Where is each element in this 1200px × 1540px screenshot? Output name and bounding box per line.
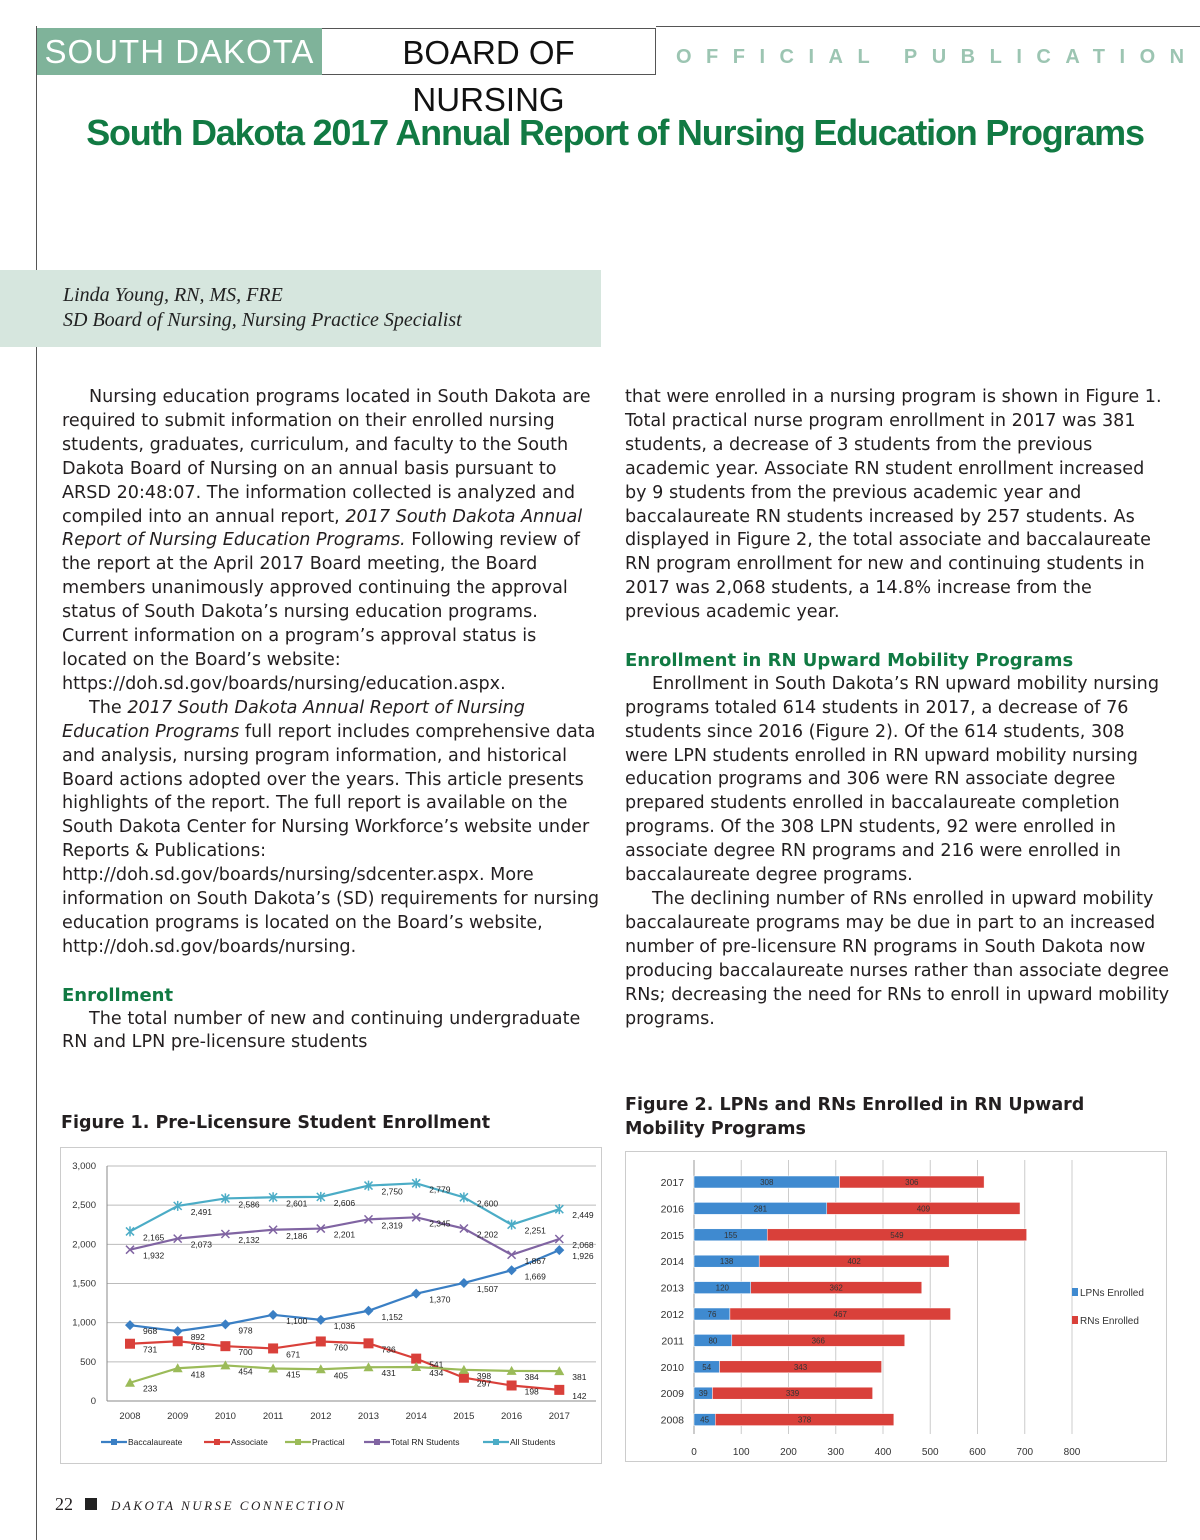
y-tick-label: 2009	[660, 1388, 684, 1401]
legend-label: Total RN Students	[391, 1437, 460, 1447]
x-tick-label: 0	[691, 1447, 697, 1458]
figure1-chart	[60, 1147, 602, 1464]
y-tick-label: 500	[80, 1356, 96, 1368]
legend-marker	[214, 1439, 220, 1445]
data-point	[220, 1319, 230, 1329]
data-point	[459, 1373, 469, 1383]
data-label: 2,319	[381, 1220, 403, 1231]
x-tick-label: 2012	[310, 1411, 332, 1422]
bar-value-label: 343	[793, 1362, 808, 1372]
data-label: 2,606	[333, 1197, 356, 1208]
data-point	[507, 1265, 517, 1275]
legend-marker	[493, 1439, 499, 1445]
data-point	[220, 1341, 230, 1351]
y-tick-label: 2016	[660, 1203, 684, 1216]
y-tick-label: 2012	[660, 1309, 684, 1321]
text-run: Enrollment in South Dakota’s RN upward mobility nursing programs totaled 614 students in 2017, a decrease of 76 students since 2016 (Figure 2). Of the 614 students, 308 were LPN students enrolled in RN upward mobility nursing education programs and 306 were RN associate degree prepared students enrolled in baccalaureate completion programs. Of the 308 LPN students, 92 were enrolled in associate degree RN programs and 216 were enrolled in baccalaureate degree programs.	[625, 673, 1159, 886]
bar-value-label: 306	[905, 1178, 919, 1187]
y-tick-label: 2015	[660, 1229, 684, 1242]
data-label: 381	[572, 1372, 587, 1383]
bar-value-label: 80	[708, 1336, 718, 1346]
masthead-official-publication: OFFICIAL PUBLICATION	[676, 46, 1199, 68]
data-point	[125, 1339, 135, 1349]
data-label: 1,036	[333, 1320, 356, 1331]
y-tick-label: 3,000	[72, 1161, 96, 1172]
legend-label: Practical	[312, 1437, 345, 1447]
data-label: 454	[238, 1366, 253, 1377]
legend-label: RNs Enrolled	[1080, 1316, 1139, 1327]
article-title: South Dakota 2017 Annual Report of Nursing Education Programs	[86, 112, 1144, 153]
bar-value-label: 409	[916, 1204, 931, 1214]
data-label: 418	[190, 1369, 205, 1380]
y-tick-label: 2,000	[72, 1239, 96, 1251]
data-label: 760	[333, 1342, 348, 1353]
data-label: 541	[429, 1359, 444, 1370]
bar-value-label: 402	[847, 1257, 861, 1267]
bar-value-label: 120	[715, 1283, 730, 1293]
data-label: 2,165	[143, 1232, 165, 1243]
data-label: 398	[476, 1370, 492, 1381]
bar-value-label: 467	[833, 1310, 847, 1319]
author-box	[0, 270, 601, 347]
data-label: 2,132	[238, 1234, 260, 1245]
legend-marker	[374, 1439, 380, 1445]
x-tick-label: 2015	[453, 1411, 475, 1422]
text-run: The total number of new and continuing undergraduate RN and LPN pre-licensure students	[62, 1008, 581, 1053]
data-point	[268, 1343, 278, 1353]
x-tick-label: 600	[969, 1447, 986, 1458]
data-point	[411, 1289, 421, 1299]
x-tick-label: 2011	[262, 1411, 284, 1422]
text-run: full report includes comprehensive data and analysis, nursing program information, and historical Board actions adopted over the years. This article presents highlights of the report. The full report is available on the South Dakota Center for Nursing Workforce’s website under Reports & Publications: http://doh.sd.gov/boards/nursing/sdcenter.aspx. More information on South Dakota’s (SD) requirements for nursing education programs is located on the Board’s website, http://doh.sd.gov/boards/nursing.	[62, 721, 600, 957]
data-label: 763	[190, 1342, 205, 1353]
y-tick-label: 2011	[661, 1335, 684, 1348]
data-label: 431	[381, 1368, 396, 1379]
publication-name: DAKOTA NURSE CONNECTION	[111, 1498, 347, 1513]
figure2-svg	[626, 1152, 1166, 1461]
legend-marker	[111, 1439, 117, 1445]
paragraph	[62, 697, 602, 960]
page-number: 22	[55, 1494, 73, 1514]
text-run: Following review of the report at the April 2017 Board meeting, the Board members unanimously approved continuing the approval status of South Dakota’s nursing education programs. Current information on a program’s approval status is located on the Board’s website: https://doh.sd.gov/boards/nursing/education.aspx.	[62, 530, 580, 694]
data-label: 2,073	[190, 1239, 212, 1250]
legend-label: LPNs Enrolled	[1080, 1288, 1144, 1299]
data-label: 233	[143, 1383, 158, 1394]
data-label: 2,449	[572, 1210, 594, 1221]
section-heading: Enrollment	[62, 984, 174, 1006]
data-label: 1,100	[286, 1315, 308, 1326]
y-tick-label: 2008	[660, 1414, 684, 1427]
masthead-state: SOUTH DAKOTA	[37, 28, 322, 75]
y-tick-label: 1,000	[72, 1317, 96, 1329]
data-label: 2,750	[381, 1186, 403, 1197]
data-label: 2,586	[238, 1199, 260, 1210]
data-label: 1,152	[381, 1311, 403, 1322]
data-point	[364, 1306, 374, 1316]
data-label: 2,068	[572, 1240, 594, 1251]
legend-label: All Students	[510, 1437, 556, 1447]
data-point	[364, 1338, 374, 1348]
data-label: 1,932	[143, 1250, 165, 1261]
italic-report-title: 2017 South Dakota Annual Report of Nursing Education Programs.	[62, 506, 583, 551]
data-label: 700	[238, 1347, 253, 1358]
data-point	[316, 1336, 326, 1346]
bar-value-label: 308	[760, 1178, 774, 1187]
x-tick-label: 800	[1063, 1447, 1081, 1458]
data-label: 1,669	[524, 1271, 546, 1282]
y-tick-label: 2013	[660, 1282, 684, 1295]
figure2-caption: Figure 2. LPNs and RNs Enrolled in RN Upward Mobility Programs	[625, 1095, 1085, 1139]
data-point	[316, 1315, 326, 1325]
data-point	[459, 1278, 469, 1288]
legend-swatch	[1072, 1316, 1078, 1324]
data-label: 297	[476, 1378, 492, 1389]
x-tick-label: 2017	[548, 1411, 570, 1422]
x-tick-label: 300	[827, 1447, 845, 1458]
bar-value-label: 378	[797, 1415, 812, 1425]
data-point	[554, 1385, 564, 1395]
paragraph	[62, 386, 602, 697]
x-tick-label: 400	[874, 1447, 892, 1458]
data-label: 2,600	[476, 1198, 499, 1209]
x-tick-label: 2009	[167, 1411, 189, 1422]
data-point	[268, 1310, 278, 1320]
bar-value-label: 366	[811, 1336, 825, 1346]
bar-value-label: 362	[829, 1283, 843, 1293]
square-bullet-icon	[85, 1498, 97, 1510]
data-label: 2,779	[429, 1184, 451, 1195]
y-tick-label: 2010	[660, 1361, 684, 1374]
x-tick-label: 2008	[119, 1411, 141, 1422]
section-heading: Enrollment in RN Upward Mobility Programs	[625, 649, 1074, 671]
text-run: that were enrolled in a nursing program is shown in Figure 1. Total practical nurse program enrollment in 2017 was 381 students, a decrease of 3 students from the previous academic year. Associate RN student enrollment increased by 9 students from the previous academic year and baccalaureate RN students increased by 257 students. As displayed in Figure 2, the total associate and baccalaureate RN program enrollment for new and continuing students in 2017 was 2,068 students, a 14.8% increase from the previous academic year.	[625, 387, 1162, 623]
right-column	[625, 386, 1170, 1031]
data-label: 2,345	[429, 1218, 451, 1229]
data-label: 405	[333, 1370, 348, 1381]
bar-value-label: 45	[700, 1415, 710, 1425]
data-label: 198	[524, 1386, 539, 1397]
paragraph	[62, 1008, 602, 1056]
data-label: 1,926	[572, 1251, 594, 1262]
x-tick-label: 2016	[501, 1411, 523, 1422]
data-label: 434	[429, 1368, 444, 1379]
y-tick-label: 2017	[660, 1177, 684, 1189]
x-tick-label: 200	[780, 1447, 797, 1458]
data-point	[554, 1245, 564, 1255]
x-tick-label: 500	[921, 1447, 939, 1458]
data-label: 736	[381, 1344, 396, 1355]
paragraph	[625, 888, 1170, 1031]
data-label: 1,867	[524, 1255, 546, 1266]
data-label: 978	[238, 1325, 253, 1336]
data-label: 2,491	[190, 1206, 212, 1217]
data-label: 2,186	[286, 1230, 308, 1241]
data-label: 892	[190, 1332, 205, 1343]
left-rule	[36, 26, 37, 1540]
text-run: Nursing education programs located in South Dakota are required to submit information on their enrolled nursing students, graduates, curriculum, and faculty to the South Dakota Board of Nursing on an annual basis pursuant to ARSD 20:48:07. The information collected is analyzed and compiled into an annual report,	[62, 387, 591, 527]
author-role: SD Board of Nursing, Nursing Practice Specialist	[63, 309, 462, 331]
data-point	[173, 1326, 183, 1336]
data-label: 2,201	[333, 1229, 356, 1240]
x-tick-label: 2010	[214, 1411, 236, 1422]
data-point	[173, 1336, 183, 1346]
data-label: 2,251	[524, 1225, 546, 1236]
bar-value-label: 54	[702, 1362, 712, 1372]
data-label: 968	[143, 1326, 158, 1337]
data-label: 142	[572, 1390, 587, 1401]
y-tick-label: 2014	[660, 1256, 684, 1269]
paragraph	[625, 673, 1170, 888]
y-tick-label: 0	[90, 1396, 96, 1407]
legend-swatch	[1072, 1288, 1078, 1296]
figure2-chart	[625, 1151, 1167, 1462]
data-label: 671	[286, 1349, 301, 1360]
x-tick-label: 2014	[405, 1411, 427, 1422]
masthead-board: BOARD OF NURSING	[322, 28, 656, 75]
x-tick-label: 700	[1016, 1447, 1034, 1458]
data-point	[125, 1320, 135, 1330]
data-label: 2,601	[286, 1198, 308, 1209]
data-label: 384	[524, 1371, 539, 1382]
bar-value-label: 155	[723, 1230, 738, 1240]
top-rule	[656, 26, 1200, 27]
bar-value-label: 39	[698, 1389, 708, 1399]
bar-value-label: 339	[785, 1389, 800, 1399]
left-column	[62, 386, 602, 1055]
data-label: 1,507	[476, 1283, 499, 1294]
page-footer	[55, 1494, 346, 1515]
x-tick-label: 100	[732, 1447, 750, 1458]
bar-value-label: 138	[719, 1257, 734, 1267]
data-label: 415	[286, 1369, 301, 1380]
legend-marker	[295, 1439, 301, 1445]
figure1-caption: Figure 1. Pre-Licensure Student Enrollment	[61, 1113, 491, 1133]
author-name: Linda Young, RN, MS, FRE	[63, 284, 283, 306]
paragraph	[625, 386, 1170, 625]
legend-label: Associate	[231, 1437, 268, 1447]
data-label: 2,202	[476, 1229, 499, 1240]
data-label: 731	[143, 1344, 158, 1355]
data-label: 1,370	[429, 1294, 451, 1305]
italic-report-title: 2017 South Dakota Annual Report of Nursing Education Programs	[62, 697, 525, 742]
figure1-svg	[61, 1148, 601, 1463]
bar-value-label: 549	[890, 1230, 904, 1240]
y-tick-label: 1,500	[72, 1278, 96, 1290]
x-tick-label: 2013	[357, 1411, 380, 1422]
data-point	[126, 1226, 134, 1236]
y-tick-label: 2,500	[72, 1200, 96, 1212]
text-run: The declining number of RNs enrolled in upward mobility baccalaureate programs may be due in part to an increased number of pre-licensure RN programs in South Dakota now producing baccalaureate nurses rather than associate degree RNs; decreasing the need for RNs to enroll in upward mobility programs.	[625, 889, 1170, 1029]
legend-label: Baccalaureate	[128, 1437, 183, 1447]
text-run: The	[89, 697, 128, 718]
data-point	[507, 1380, 517, 1390]
bar-value-label: 281	[753, 1204, 768, 1214]
bar-value-label: 76	[707, 1310, 717, 1319]
